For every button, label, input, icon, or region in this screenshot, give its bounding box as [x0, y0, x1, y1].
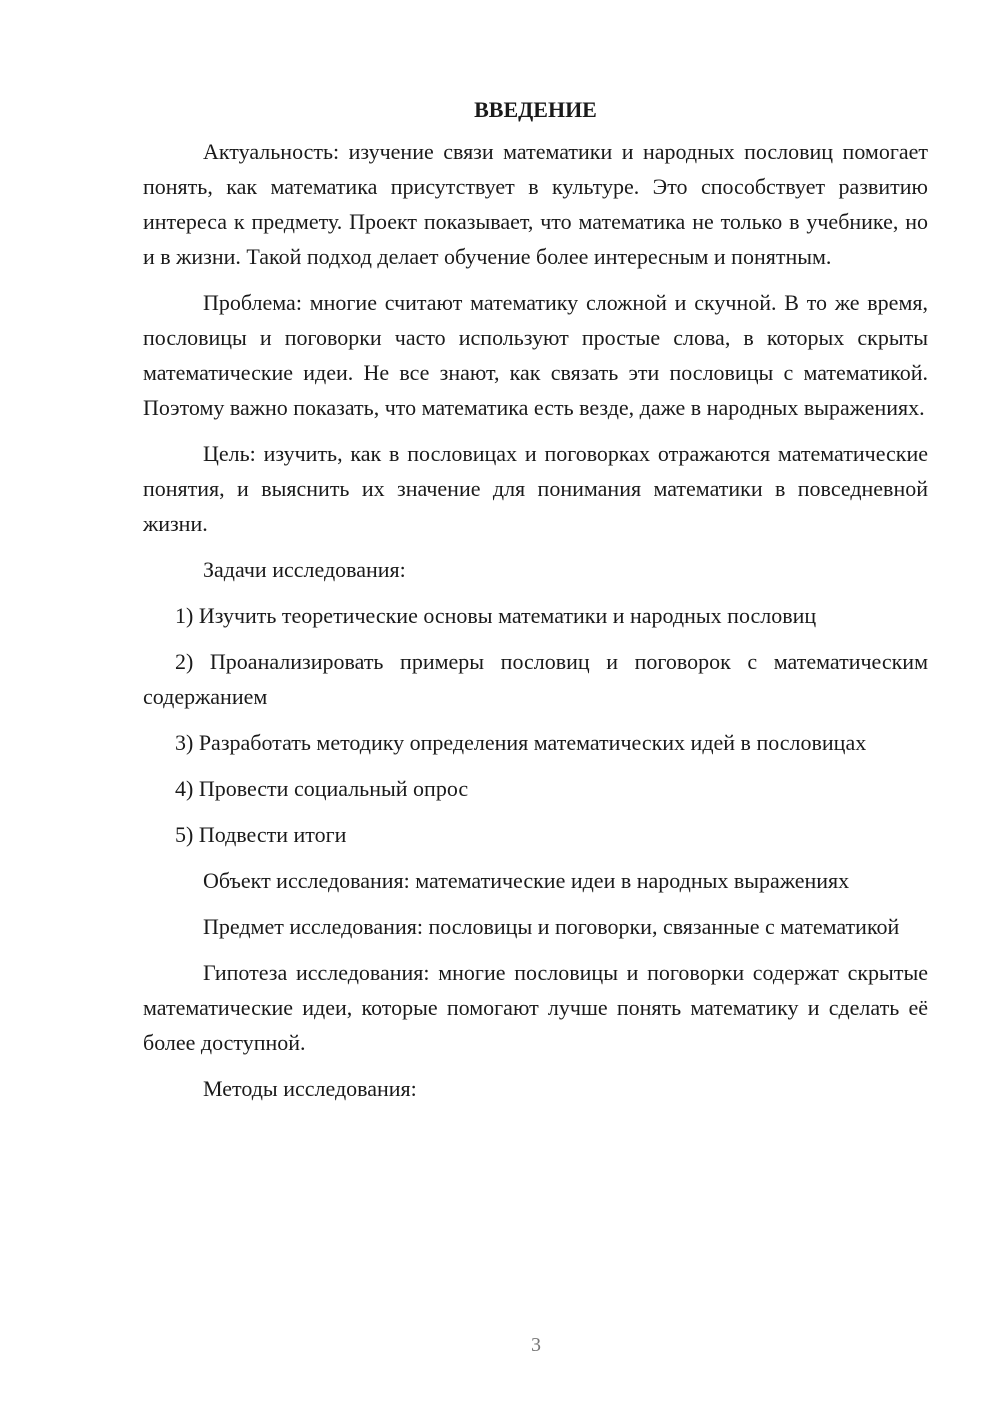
section-title: ВВЕДЕНИЕ: [474, 97, 597, 122]
task-item-5: 5) Подвести итоги: [175, 822, 347, 847]
object-paragraph: Объект исследования: математические идеи в народных выражениях: [203, 868, 850, 893]
task-item-1: 1) Изучить теоретические основы математики и народных пословиц: [175, 603, 817, 628]
task-item-3: 3) Разработать методику определения математических идей в пословицах: [175, 730, 867, 755]
subject-paragraph: Предмет исследования: пословицы и поговорки, связанные с математикой: [203, 914, 900, 939]
relevance-paragraph: Актуальность: изучение связи математики и народных пословиц помогает понять, как математика присутствует в культуре. Это способствует развитию интереса к предмету. Проект показывает, что математика не только в учебнике, но и в жизни. Такой подход делает обучение более интересным и понятным.: [143, 139, 928, 269]
hypothesis-paragraph: Гипотеза исследования: многие пословицы и поговорки содержат скрытые математические идеи, которые помогают лучше понять математику и сделать её более доступной.: [143, 960, 928, 1055]
task-item-4: 4) Провести социальный опрос: [175, 776, 469, 801]
problem-paragraph: Проблема: многие считают математику сложной и скучной. В то же время, пословицы и поговорки часто используют простые слова, в которых скрыты математические идеи. Не все знают, как связать эти пословицы с математикой. Поэтому важно показать, что математика есть везде, даже в народных выражениях.: [143, 290, 928, 420]
tasks-heading: Задачи исследования:: [203, 557, 406, 582]
task-item-2: 2) Проанализировать примеры пословиц и поговорок с математическим содержанием: [143, 649, 928, 709]
methods-heading: Методы исследования:: [203, 1076, 417, 1101]
page-number: 3: [531, 1334, 541, 1356]
page-content: [143, 92, 928, 1117]
goal-paragraph: Цель: изучить, как в пословицах и поговорках отражаются математические понятия, и выяснить их значение для понимания математики в повседневной жизни.: [143, 441, 928, 536]
